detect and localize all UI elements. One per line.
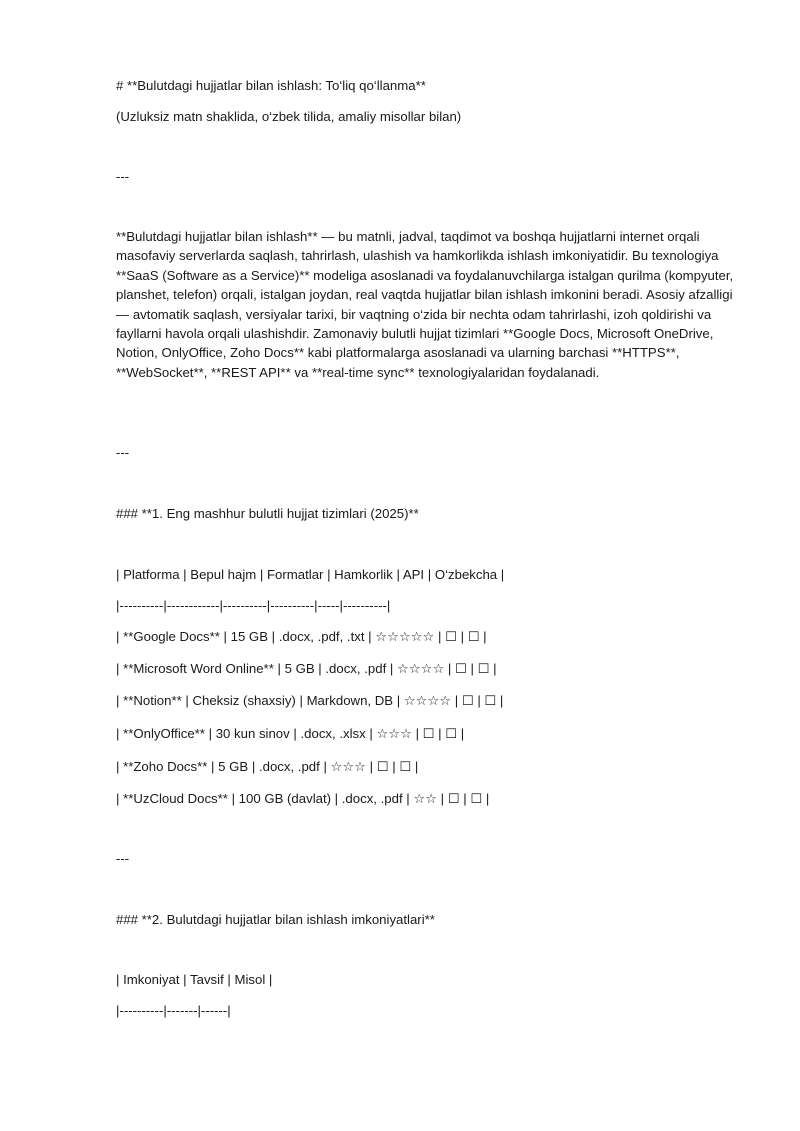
separator: --- xyxy=(116,169,130,184)
document-title: # **Bulutdagi hujjatlar bilan ishlash: To‘liq qo‘llanma** xyxy=(116,78,426,93)
table-1-divider: |----------|------------|----------|----------|-----|----------| xyxy=(116,598,391,613)
table-row: | **Notion** | Cheksiz (shaxsiy) | Markdown, DB | ☆☆☆☆ | ☐ | ☐ | xyxy=(116,693,504,708)
table-row: | **Google Docs** | 15 GB | .docx, .pdf, .txt | ☆☆☆☆☆ | ☐ | ☐ | xyxy=(116,629,487,644)
table-row: | **Zoho Docs** | 5 GB | .docx, .pdf | ☆☆☆ | ☐ | ☐ | xyxy=(116,759,419,774)
separator: --- xyxy=(116,851,130,866)
separator: --- xyxy=(116,445,130,460)
section-2-heading: ### **2. Bulutdagi hujjatlar bilan ishlash imkoniyatlari** xyxy=(116,912,435,927)
section-1-heading: ### **1. Eng mashhur bulutli hujjat tizimlari (2025)** xyxy=(116,506,419,521)
table-row: | **Microsoft Word Online** | 5 GB | .docx, .pdf | ☆☆☆☆ | ☐ | ☐ | xyxy=(116,661,497,676)
document-subtitle: (Uzluksiz matn shaklida, o‘zbek tilida, amaliy misollar bilan) xyxy=(116,109,462,124)
table-1-header: | Platforma | Bepul hajm | Formatlar | Hamkorlik | API | O‘zbekcha | xyxy=(116,567,505,582)
table-2-divider: |----------|-------|------| xyxy=(116,1003,231,1018)
intro-paragraph: **Bulutdagi hujjatlar bilan ishlash** — bu matnli, jadval, taqdimot va boshqa hujjatlarni internet orqali masofaviy serverlarda saqlash, tahrirlash, ulashish va hamkorlikda ishlash imkoniyatidir. Bu texnologiya **SaaS (Software as a Service)** modeliga asoslanadi va foydalanuvchilarga istalgan qurilma (kompyuter, planshet, telefon) orqali, istalgan joydan, real vaqtda hujjatlar bilan ishlash imkonini beradi. Asosiy afzalligi — avtomatik saqlash, versiyalar tarixi, bir vaqtning o‘zida bir nechta odam tahrirlashi, izoh qoldirishi va fayllarni havola orqali ulashishdir. Zamonaviy bulutli hujjat tizimlari **Google Docs, Microsoft OneDrive, Notion, OnlyOffice, Zoho Docs** kabi platformalarga asoslanadi va ularning barchasi **HTTPS**, **WebSocket**, **REST API** va **real-time sync** texnologiyalaridan foydalanadi. xyxy=(116,229,734,380)
table-2-header: | Imkoniyat | Tavsif | Misol | xyxy=(116,972,273,987)
table-row: | **OnlyOffice** | 30 kun sinov | .docx, .xlsx | ☆☆☆ | ☐ | ☐ | xyxy=(116,726,465,741)
table-row: | **UzCloud Docs** | 100 GB (davlat) | .docx, .pdf | ☆☆ | ☐ | ☐ | xyxy=(116,791,490,806)
